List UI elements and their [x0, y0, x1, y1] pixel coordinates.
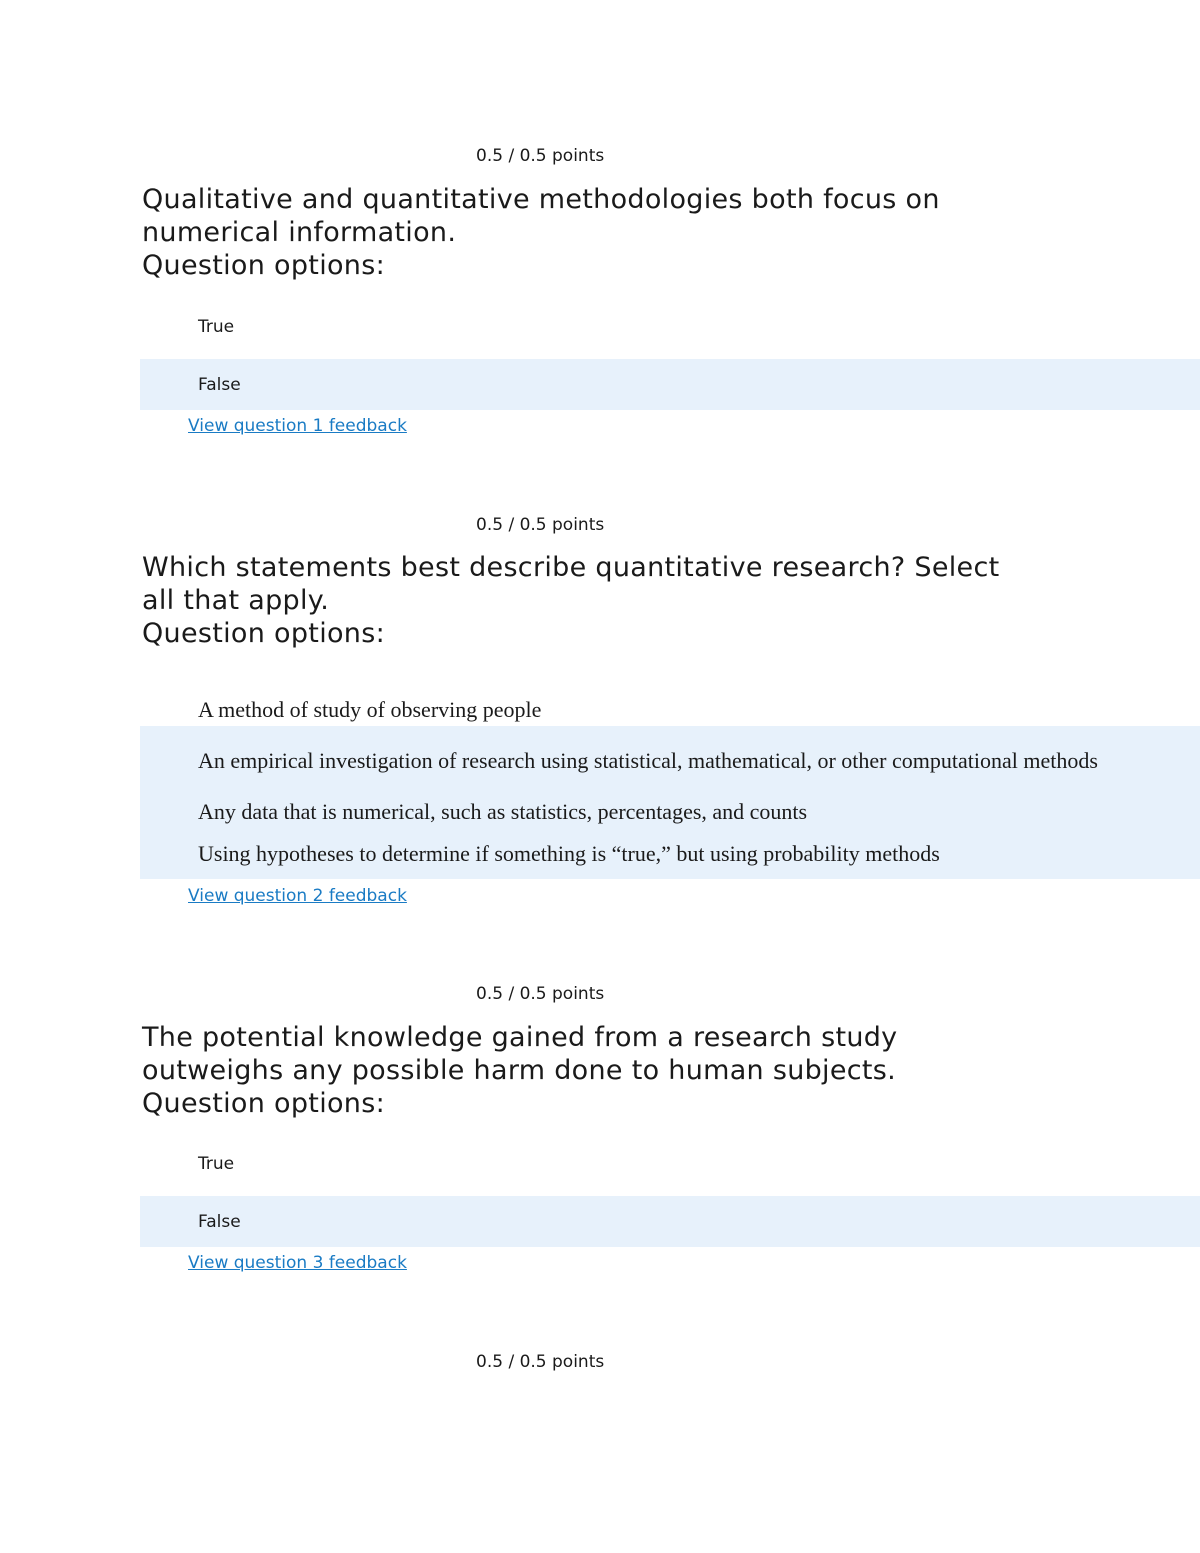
option-label: A method of study of observing people [198, 696, 542, 722]
view-feedback-link[interactable]: View question 1 feedback [188, 416, 407, 436]
option-label: An empirical investigation of research using statistical, mathematical, or other computational methods [198, 748, 1098, 773]
question-text-line: outweighs any possible harm done to human subjects. [142, 1055, 897, 1086]
question-options-label: Question options: [142, 250, 385, 281]
question-text [142, 551, 1102, 650]
points-score: 0.5 / 0.5 points [476, 515, 605, 535]
option-label: Using hypotheses to determine if something is “true,” but using probability methods [198, 841, 940, 866]
option-label: True [198, 316, 235, 337]
points-score: 0.5 / 0.5 points [476, 146, 605, 166]
question-text-line: numerical information. [142, 217, 457, 248]
points-score: 0.5 / 0.5 points [476, 1352, 605, 1372]
option-false-selected[interactable] [140, 1196, 1200, 1247]
question-text-line: Qualitative and quantitative methodologies both focus on [142, 184, 940, 215]
question-options-label: Question options: [142, 1088, 385, 1119]
option-4-selected[interactable] [140, 837, 1200, 879]
question-text-line: The potential knowledge gained from a research study [142, 1022, 898, 1053]
question-text-line: Which statements best describe quantitative research? Select [142, 552, 1000, 583]
question-options-label: Question options: [142, 618, 385, 649]
view-feedback-link[interactable]: View question 2 feedback [188, 886, 407, 906]
option-false-selected[interactable] [140, 359, 1200, 410]
question-text-line: all that apply. [142, 585, 330, 616]
question-text [142, 1021, 1102, 1120]
option-true[interactable] [140, 1138, 1200, 1189]
option-true[interactable] [140, 301, 1200, 352]
question-text [142, 183, 1102, 282]
option-2-selected[interactable] [140, 726, 1200, 786]
option-label: Any data that is numerical, such as statistics, percentages, and counts [198, 798, 808, 824]
option-3-selected[interactable] [140, 786, 1200, 837]
option-label: False [198, 374, 241, 395]
view-feedback-link[interactable]: View question 3 feedback [188, 1253, 407, 1273]
option-label: False [198, 1211, 241, 1232]
points-score: 0.5 / 0.5 points [476, 984, 605, 1004]
option-label: True [198, 1153, 235, 1174]
